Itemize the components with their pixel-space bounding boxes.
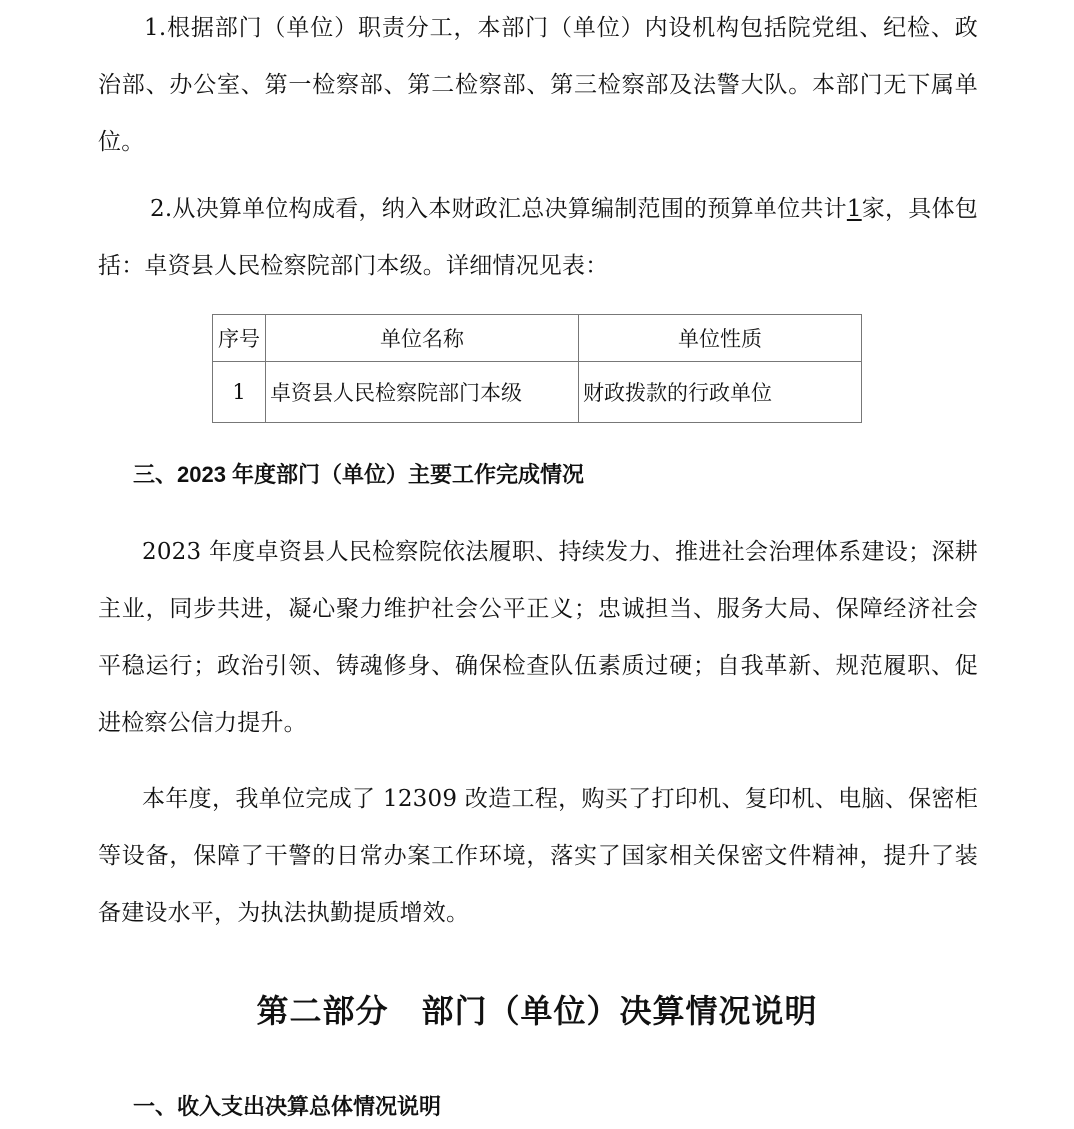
paragraph-unit-composition-prefix: 2.从决算单位构成看，纳入本财政汇总决算编制范围的预算单位共计 [150,196,847,222]
paragraph-internal-structure: 1.根据部门（单位）职责分工，本部门（单位）内设机构包括院党组、纪检、政治部、办公室、第一检察部、第二检察部、第三检察部及法警大队。本部门无下属单位。 [98,15,978,155]
paragraph-equipment-upgrade: 本年度，我单位完成了 12309 改造工程，购买了打印机、复印机、电脑、保密柜等设备，保障了干警的日常办案工作环境，落实了国家相关保密文件精神，提升了装备建设水平，为执法执勤提质增效。 [98,786,978,926]
paragraph-unit-composition [98,181,978,295]
header-unit-type: 单位性质 [579,315,862,362]
paragraph-unit-composition-suffix: 家，具体包括：卓资县人民检察院部门本级。详细情况见表： [98,196,978,279]
unit-table-header-row [213,315,862,362]
section-heading-income-expenditure: 一、收入支出决算总体情况说明 [133,1094,442,1119]
header-unit-name: 单位名称 [266,315,579,362]
unit-table [212,314,862,423]
cell-unit-type: 财政拨款的行政单位 [579,362,862,423]
part-two-title: 第二部分 部门（单位）决算情况说明 [256,992,818,1030]
section-heading-work-completion: 三、2023 年度部门（单位）主要工作完成情况 [133,462,585,487]
paragraph-work-summary: 2023 年度卓资县人民检察院依法履职、持续发力、推进社会治理体系建设；深耕主业，同步共进，凝心聚力维护社会公平正义；忠诚担当、服务大局、保障经济社会平稳运行；政治引领、铸魂修身、确保检查队伍素质过硬；自我革新、规范履职、促进检察公信力提升。 [98,539,978,736]
cell-serial-number: 1 [213,362,266,423]
unit-count: 1 [846,196,862,222]
header-serial-number: 序号 [213,315,266,362]
table-row [213,362,862,423]
cell-unit-name: 卓资县人民检察院部门本级 [266,362,579,423]
